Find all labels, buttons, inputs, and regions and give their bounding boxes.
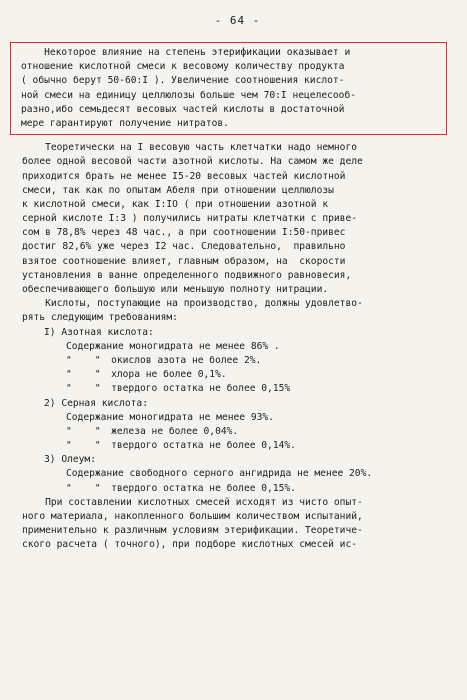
text-line: приходится брать не менее I5-20 весовых частей кислотной	[22, 170, 346, 182]
spec-line: " " окислов азота не более 2%.	[22, 354, 453, 368]
spec-line: " " железа не более 0,04%.	[22, 425, 453, 439]
spec-line: " " твердого остатка не более 0,15%.	[22, 482, 453, 496]
text-line: серной кислоте I:3 ) получились нитраты клетчатки с приве-	[22, 213, 358, 225]
section-heading: 2) Серная кислота:	[44, 397, 148, 409]
text-line: При составлении кислотных смесей исходят из чисто опыт-	[22, 496, 363, 508]
text-line: к кислотной смеси, как I:IO ( при отношении азотной к	[22, 198, 329, 210]
text-line: разно,ибо семьдесят весовых частей кислоты в достаточной	[21, 103, 345, 115]
ditto-mark: " "	[66, 383, 101, 395]
ditto-mark: " "	[66, 354, 101, 366]
text-line: достиг 82,6% уже через I2 час. Следовательно, правильно	[22, 241, 346, 253]
text-line: Теоретически на I весовую часть клетчатки надо немного	[22, 142, 358, 154]
ditto-mark: " "	[66, 482, 101, 494]
ditto-mark: " "	[66, 369, 101, 381]
section-heading: 3) Олеум:	[44, 454, 96, 466]
text-line: отношение кислотной смеси к весовому количеству продукта	[21, 61, 345, 73]
text-line: смеси, так как по опытам Абеля при отношении целлюлозы	[22, 184, 334, 196]
spec-line: Содержание моногидрата не менее 93%.	[66, 411, 274, 423]
page-number: - 64 -	[214, 14, 261, 27]
ditto-mark: " "	[66, 440, 101, 452]
text-line: ского расчета ( точного), при подборе кислотных смесей ис-	[22, 539, 358, 551]
text-line: установления в ванне определенного подвижного равновесия,	[22, 269, 352, 281]
text-line: сом в 78,8% через 48 час., а при соотношении I:50-привес	[22, 227, 346, 239]
highlighted-paragraph	[10, 42, 447, 135]
nitric-acid-section	[22, 326, 453, 397]
text-line: обеспечивающего большую или меньшую полноту нитрации.	[22, 284, 329, 295]
text-line: мере гарантируют получение нитратов.	[21, 117, 229, 129]
text-line: Некоторое влияние на степень этерификации оказывает и	[21, 47, 351, 58]
paragraph-mixtures	[22, 496, 453, 553]
text-line: рять следующим требованиям:	[22, 312, 178, 324]
text-line: взятое соотношение влияет, главным образом, на скорости	[22, 255, 346, 267]
spec-line: Содержание свободного серного ангидрида не менее 20%.	[66, 468, 373, 480]
text-line: применительно к различным условиям этерификации. Теоретиче-	[22, 525, 363, 537]
oleum-section	[22, 453, 453, 496]
ditto-mark: " "	[66, 425, 101, 437]
paragraph-requirements	[22, 297, 453, 325]
text-line: ной смеси на единицу целлюлозы больше чем 70:I нецелесооб-	[21, 89, 357, 101]
sulfuric-acid-section	[22, 397, 453, 454]
spec-line: Содержание моногидрата не менее 86% .	[66, 340, 280, 352]
text-line: Кислоты, поступающие на производство, должны удовлетво-	[22, 298, 363, 310]
spec-line: " " твердого остатка не более 0,14%.	[22, 439, 453, 453]
spec-line: " " твердого остатка не более 0,15%	[22, 382, 453, 396]
paragraph-theory	[22, 141, 453, 297]
section-heading: I) Азотная кислота:	[44, 326, 154, 338]
spec-line: " " хлора не более 0,1%.	[22, 368, 453, 382]
text-line: ( обычно берут 50-60:I ). Увеличение соотношения кислот-	[21, 75, 345, 87]
text-line: более одной весовой части азотной кислоты. На самом же деле	[22, 156, 363, 168]
text-line: ного материала, накопленного большим количеством испытаний,	[22, 511, 363, 522]
